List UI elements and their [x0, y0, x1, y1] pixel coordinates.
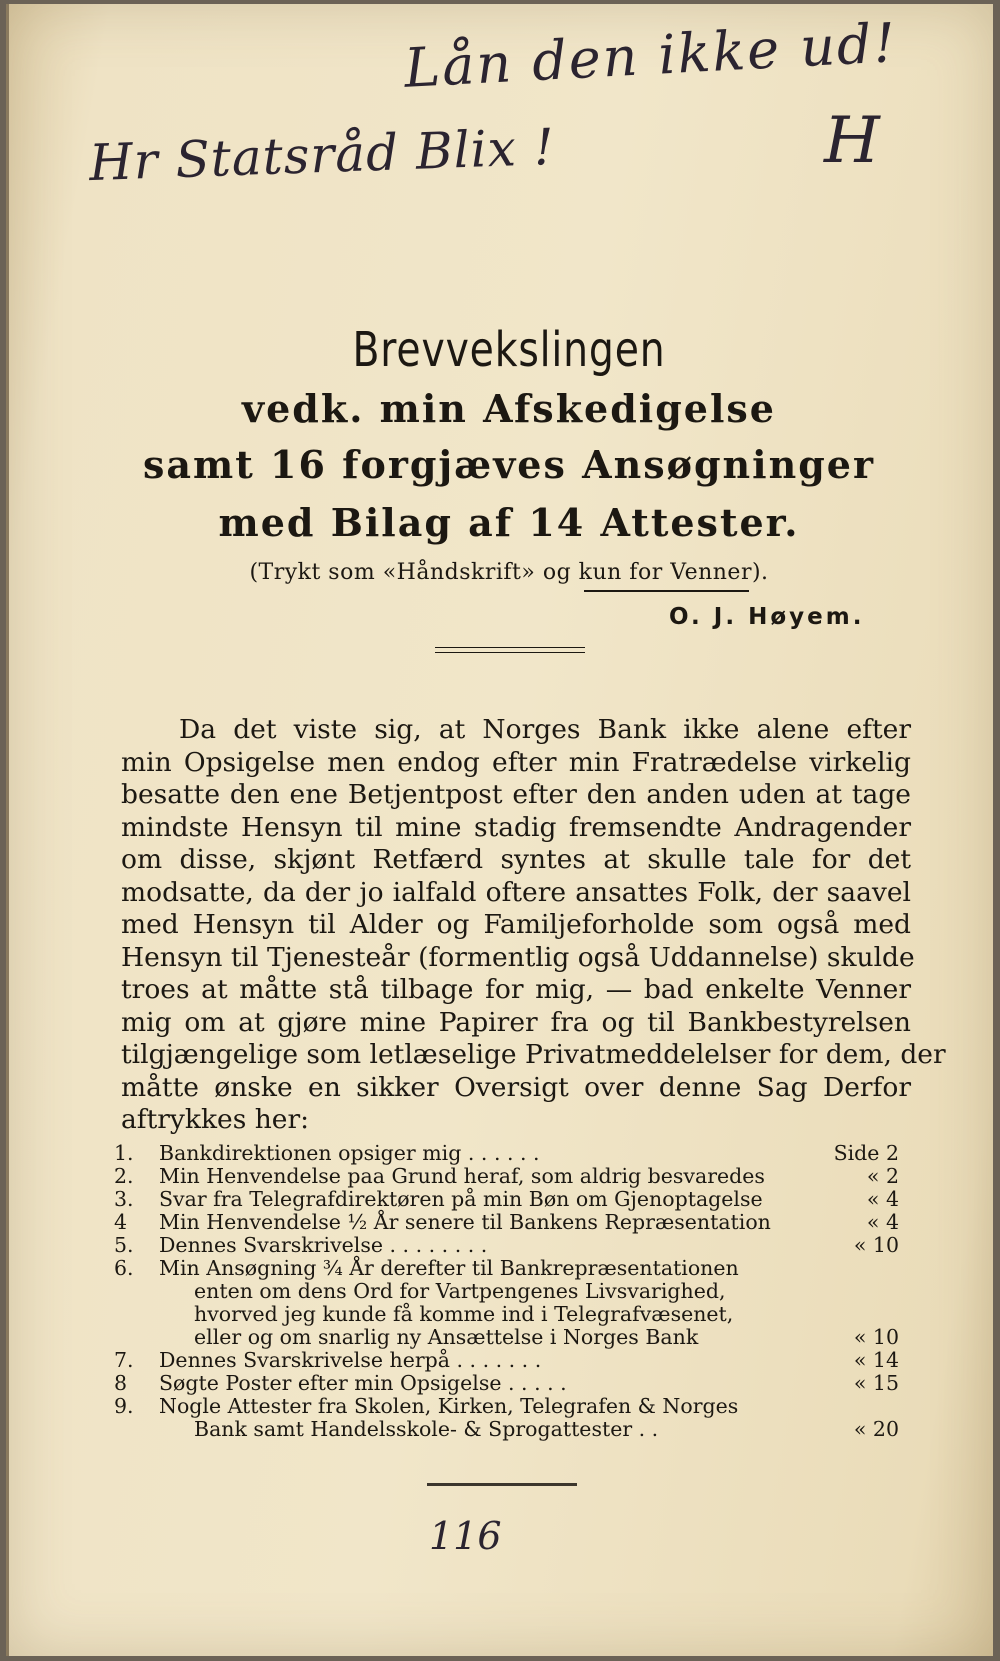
body-line: troes at måtte stå tilbage for mig, — bad enkelte Venner: [121, 974, 911, 1005]
body-line: min Opsigelse men endog efter min Fratrædelse virkelig: [121, 746, 911, 778]
handwritten-archive-number: 116: [429, 1514, 502, 1558]
header-divider: [435, 647, 585, 648]
body-line: med Hensyn til Alder og Familjeforholde som også med: [121, 909, 911, 940]
toc-page-ref: « 14: [853, 1348, 899, 1372]
toc-number: 3.: [114, 1187, 134, 1211]
toc-entry-text: Nogle Attester fra Skolen, Kirken, Telegrafen & Norges: [159, 1394, 739, 1418]
document-page: [6, 4, 993, 1656]
toc-entry-text: Min Henvendelse ½ År senere til Bankens Repræsentation: [159, 1210, 771, 1234]
toc-entry-text: Min Henvendelse paa Grund heraf, som aldrig besvaredes: [159, 1164, 765, 1188]
toc-row: [114, 1371, 899, 1394]
toc-page-ref: « 10: [853, 1233, 899, 1257]
toc-row: [114, 1164, 899, 1187]
toc-row: [114, 1302, 899, 1325]
document-title: Brevvekslingen: [352, 322, 666, 378]
toc-entry-text: Dennes Svarskrivelse herpå . . . . . . .: [159, 1348, 542, 1372]
toc-row: [114, 1348, 899, 1371]
toc-row: [114, 1417, 899, 1440]
toc-page-ref: « 4: [866, 1210, 899, 1234]
handwritten-initial: H: [824, 104, 880, 178]
toc-number: 8: [114, 1371, 128, 1395]
body-line: måtte ønske en sikker Oversigt over denne Sag Derfor: [121, 1071, 911, 1103]
toc-page-ref: « 4: [866, 1187, 899, 1211]
toc-entry-text: Svar fra Telegrafdirektøren på min Bøn om Gjenoptagelse: [159, 1187, 763, 1211]
subtitle-line-1: vedk. min Afskedigelse: [242, 386, 776, 431]
toc-page-ref: Side 2: [833, 1141, 899, 1165]
toc-entry-text: Dennes Svarskrivelse . . . . . . . .: [159, 1233, 488, 1257]
body-line: besatte den ene Betjentpost efter den anden uden at tage: [121, 779, 911, 810]
toc-row: [114, 1256, 899, 1279]
author-name: O. J. Høyem.: [669, 604, 865, 630]
toc-row: [114, 1187, 899, 1210]
bleed-through-text: [819, 154, 989, 714]
toc-page-ref: « 10: [853, 1325, 899, 1349]
header-divider: [435, 652, 585, 653]
handwritten-note-top: Lån den ikke ud!: [402, 11, 899, 100]
subtitle-line-2: samt 16 forgjæves Ansøgninger: [143, 442, 875, 487]
toc-number: 9.: [114, 1394, 134, 1418]
body-line: aftrykkes her:: [121, 1104, 310, 1135]
body-line: modsatte, da der jo ialfald oftere ansattes Folk, der saavel: [121, 876, 911, 908]
toc-entry-text: enten om dens Ord for Vartpengenes Livsvarighed,: [194, 1279, 726, 1303]
toc-row: [114, 1233, 899, 1256]
body-line: om disse, skjønt Retfærd syntes at skulle tale for det: [121, 844, 911, 875]
toc-page-ref: « 2: [866, 1164, 899, 1188]
toc-entry-text: Bankdirektionen opsiger mig . . . . . .: [159, 1141, 540, 1165]
body-line: tilgjængelige som letlæselige Privatmeddelelser for dem, der: [121, 1039, 946, 1070]
toc-number: 1.: [114, 1141, 134, 1165]
toc-entry-text: eller og om snarlig ny Ansættelse i Norges Bank: [194, 1325, 699, 1349]
toc-entry-text: Min Ansøgning ¾ År derefter til Bankrepræsentationen: [159, 1256, 739, 1280]
toc-number: 6.: [114, 1256, 134, 1280]
body-line: Hensyn til Tjenesteår (formentlig også Uddannelse) skulde: [121, 941, 915, 973]
body-line: Da det viste sig, at Norges Bank ikke alene efter: [179, 714, 911, 745]
print-note: (Trykt som «Håndskrift» og kun for Venner).: [249, 560, 769, 585]
toc-page-ref: « 20: [853, 1417, 899, 1441]
bottom-divider: [427, 1483, 577, 1486]
toc-entry-text: hvorved jeg kunde få komme ind i Telegrafvæsenet,: [194, 1302, 734, 1326]
underline-rule: [584, 590, 749, 592]
handwritten-dedication: Hr Statsråd Blix !: [88, 117, 556, 193]
subtitle-line-3: med Bilag af 14 Attester.: [218, 500, 800, 545]
toc-row: [114, 1279, 899, 1302]
toc-row: [114, 1210, 899, 1233]
toc-number: 4: [114, 1210, 128, 1234]
toc-entry-text: Bank samt Handelsskole- & Sprogattester . .: [194, 1417, 659, 1441]
toc-row: [114, 1325, 899, 1348]
body-line: mindste Hensyn til mine stadig fremsendte Andragender: [121, 811, 911, 843]
table-of-contents: [114, 1141, 899, 1440]
toc-page-ref: « 15: [853, 1371, 899, 1395]
toc-number: 5.: [114, 1233, 134, 1257]
body-line: mig om at gjøre mine Papirer fra og til Bankbestyrelsen: [121, 1006, 911, 1038]
toc-number: 2.: [114, 1164, 134, 1188]
toc-row: [114, 1141, 899, 1164]
toc-entry-text: Søgte Poster efter min Opsigelse . . . . .: [159, 1371, 567, 1395]
toc-number: 7.: [114, 1348, 134, 1372]
body-paragraph: [121, 714, 946, 1137]
toc-row: [114, 1394, 899, 1417]
